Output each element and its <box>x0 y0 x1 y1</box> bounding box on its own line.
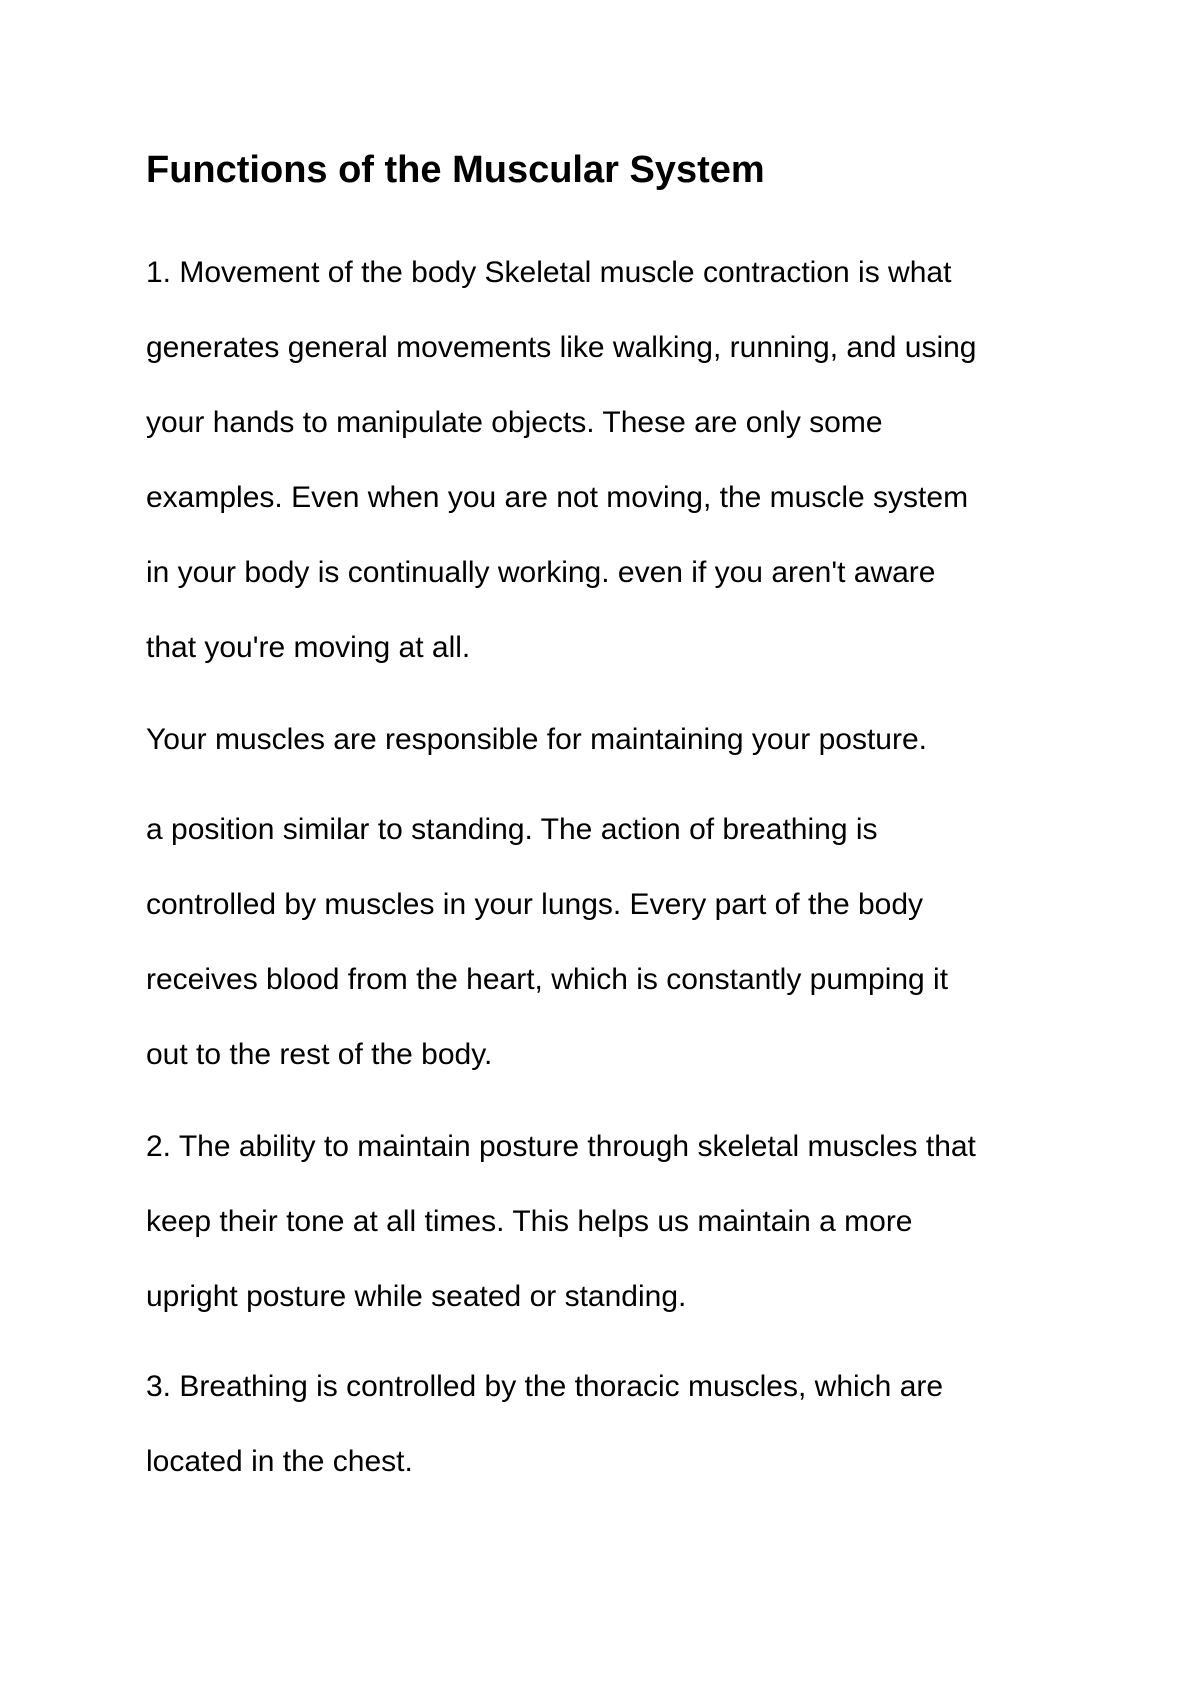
text-line: out to the rest of the body. <box>146 1038 493 1071</box>
text-line: Your muscles are responsible for maintaining your posture. <box>146 723 927 756</box>
text-line: receives blood from the heart, which is constantly pumping it <box>146 963 949 996</box>
text-line: keep their tone at all times. This helps us maintain a more <box>146 1205 913 1238</box>
text-line: located in the chest. <box>146 1445 413 1478</box>
text-line: 2. The ability to maintain posture through skeletal muscles that <box>146 1130 976 1163</box>
paragraph-thoracic-breathing <box>146 1365 943 1515</box>
paragraph-movement <box>146 251 977 701</box>
text-line: in your body is continually working. even if you aren't aware <box>146 556 936 589</box>
text-line: that you're moving at all. <box>146 631 471 664</box>
text-line: 3. Breathing is controlled by the thoracic muscles, which are <box>146 1370 944 1403</box>
text-line: a position similar to standing. The action of breathing is <box>146 813 878 846</box>
paragraph-posture <box>146 718 927 793</box>
text-line: 1. Movement of the body Skeletal muscle contraction is what <box>146 256 952 289</box>
text-line: examples. Even when you are not moving, the muscle system <box>146 481 969 514</box>
paragraph-maintain-posture <box>146 1125 976 1350</box>
text-line: upright posture while seated or standing. <box>146 1280 687 1313</box>
text-line: your hands to manipulate objects. These are only some <box>146 406 883 439</box>
text-line: generates general movements like walking, running, and using <box>146 331 977 364</box>
document-title: Functions of the Muscular System <box>146 149 765 191</box>
text-line: controlled by muscles in your lungs. Every part of the body <box>146 888 924 921</box>
paragraph-breathing-heart <box>146 808 948 1108</box>
